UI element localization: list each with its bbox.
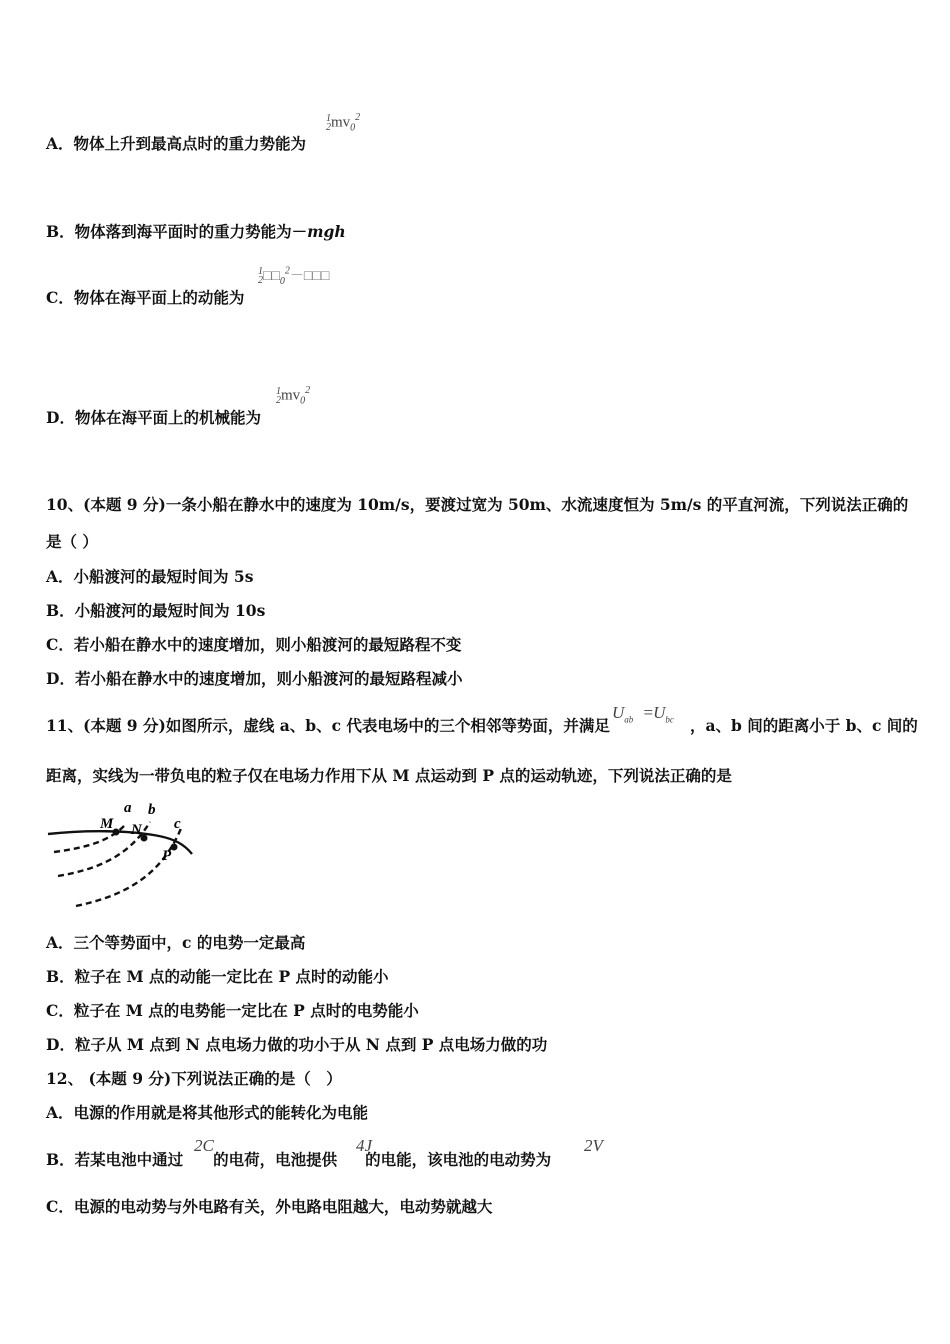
label-n: N xyxy=(131,822,142,838)
q10-stem-cont: 是（ ） xyxy=(46,532,98,551)
q9-option-b: B．物体落到海平面时的重力势能为－mgh xyxy=(46,222,346,241)
label-c: c xyxy=(174,816,181,832)
label-a: a xyxy=(124,800,132,816)
q11-stem: 11、(本题 9 分)如图所示，虚线 a、b、c 代表电场中的三个相邻等势面，并满足 ，a、b 间的距离小于 b、c 间的 xyxy=(46,716,918,735)
q11-option-c: C．粒子在 M 点的电势能一定比在 P 点时的电势能小 xyxy=(46,1001,419,1020)
q10-option-d: D．若小船在静水中的速度增加，则小船渡河的最短路程减小 xyxy=(46,669,463,688)
fraction-half: 1 2 xyxy=(326,112,331,133)
point-p xyxy=(171,844,178,851)
q9-option-d-formula: 1 2 $mv_0^2$ xyxy=(276,385,311,407)
q11-option-b: B．粒子在 M 点的动能一定比在 P 点时的动能小 xyxy=(46,967,389,986)
q10-option-a: A．小船渡河的最短时间为 5s xyxy=(46,567,254,586)
fraction-half: 1 2 xyxy=(276,385,281,406)
q12-formula-2v: 2V xyxy=(584,1136,603,1155)
q10-option-c: C．若小船在静水中的速度增加，则小船渡河的最短路程不变 xyxy=(46,635,462,654)
q12-stem: 12、 (本题 9 分)下列说法正确的是（ ） xyxy=(46,1069,342,1088)
q9-option-a: A．物体上升到最高点时的重力势能为 xyxy=(46,134,307,153)
q12-option-c: C．电源的电动势与外电路有关，外电路电阻越大，电动势就越大 xyxy=(46,1197,493,1216)
label-p: P xyxy=(162,848,172,864)
q12-formula-4j: 4J xyxy=(356,1136,373,1155)
q12-formula-2c: 2C xyxy=(194,1136,214,1155)
q9-option-a-formula: 1 2 $mv_0^2$ xyxy=(326,112,361,134)
q12-option-a: A．电源的作用就是将其他形式的能转化为电能 xyxy=(46,1103,369,1122)
label-b: b xyxy=(148,802,156,818)
q10-stem: 10、(本题 9 分)一条小船在静水中的速度为 10m/s，要渡过宽为 50m、水流速度恒为 5m/s 的平直河流，下列说法正确的 xyxy=(46,495,909,514)
q11-figure xyxy=(44,796,204,916)
q11-option-d: D．粒子从 M 点到 N 点电场力做的功小于从 N 点到 P 点电场力做的功 xyxy=(46,1035,548,1054)
q11-formula: $U_{ab} =U_{bc}$ xyxy=(612,703,674,725)
label-m: M xyxy=(100,816,114,832)
q9-option-c-formula: 1 2 $□□_0^2-□□□$ xyxy=(258,265,330,288)
q9-option-d: D．物体在海平面上的机械能为 xyxy=(46,408,261,427)
q11-stem-cont: 距离，实线为一带负电的粒子仅在电场力作用下从 M 点运动到 P 点的运动轨迹，下列说法正确的是 xyxy=(46,766,732,785)
q12-option-b: B．若某电池中通过 的电荷，电池提供 的电能，该电池的电动势为 xyxy=(46,1150,552,1169)
q11-option-a: A．三个等势面中，c 的电势一定最高 xyxy=(46,933,306,952)
q9-option-c: C．物体在海平面上的动能为 xyxy=(46,288,245,307)
point-m xyxy=(113,829,120,836)
fraction-half: 1 2 xyxy=(258,266,263,287)
q10-option-b: B．小船渡河的最短时间为 10s xyxy=(46,601,266,620)
